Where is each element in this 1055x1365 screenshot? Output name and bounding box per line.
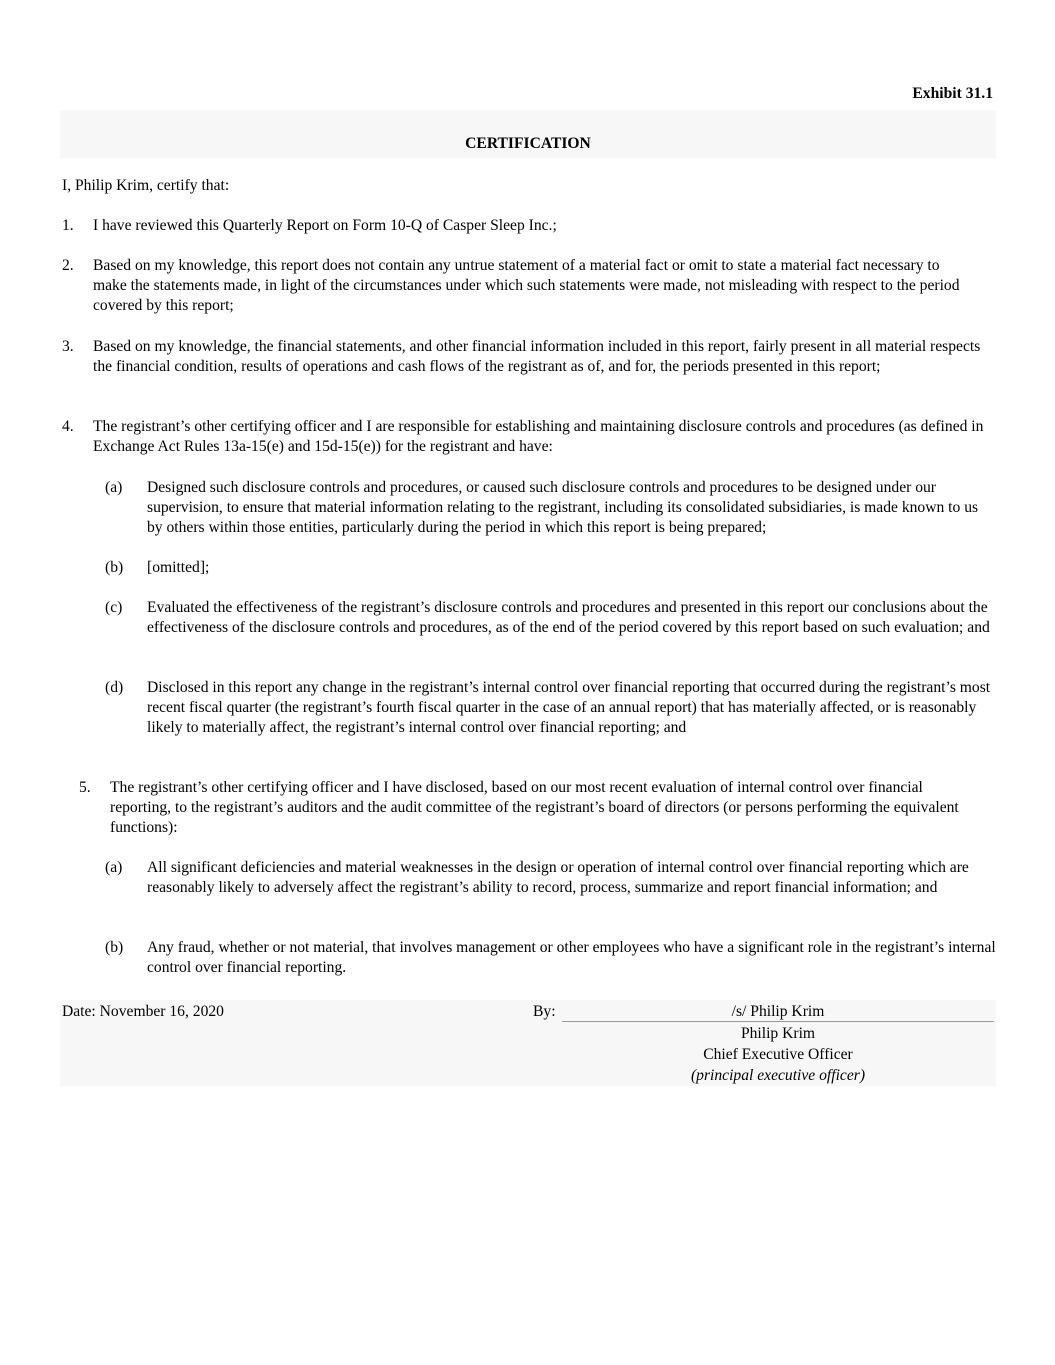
item-text: The registrant’s other certifying officer and I have disclosed, based on our most recent evaluation of internal control over financial reporting, to the registrant’s auditors and the audit committee of the registrant’s board of directors (or persons performing the equivalent functions): — [110, 779, 959, 836]
sub-item-letter: (a) — [105, 479, 123, 496]
signer-name: Philip Krim — [740, 1025, 816, 1042]
sub-item-text: Designed such disclosure controls and procedures, or caused such disclosure controls and procedures to be designed under our supervision, to ensure that material information relating to the registrant, including its consolidated subsidiaries, is made known to us by others within those entities, particularly during the period in which this report is being prepared; — [147, 479, 979, 536]
signature-line: /s/ Philip Krim — [562, 1002, 994, 1022]
signer-title: Chief Executive Officer — [703, 1046, 853, 1063]
item-number: 3. — [62, 338, 74, 355]
document-title: CERTIFICATION — [465, 135, 591, 152]
sub-item-text: Evaluated the effectiveness of the registrant’s disclosure controls and procedures and presented in this report our conclusions about the effectiveness of the disclosure controls and procedures, as of the end of the period covered by this report based on such evaluation; and — [147, 599, 990, 636]
signer-role: (principal executive officer) — [690, 1067, 866, 1084]
sub-item-letter: (b) — [105, 559, 124, 576]
item-text: Based on my knowledge, the financial statements, and other financial information included in this report, fairly present in all material respects the financial condition, results of operations and cash flows of the registrant as of, and for, the periods presented in this report; — [93, 338, 981, 375]
item-number: 4. — [62, 418, 74, 435]
signature-by-label: By: — [533, 1003, 556, 1020]
sub-item-text: All significant deficiencies and material weaknesses in the design or operation of internal control over financial reporting which are reasonably likely to adversely affect the registrant’s ability to record, process, summarize and report financial information; and — [147, 859, 969, 896]
sub-item-letter: (c) — [105, 599, 123, 616]
item-text: The registrant’s other certifying officer and I are responsible for establishing and maintaining disclosure controls and procedures (as defined in Exchange Act Rules 13a-15(e) and 15d-15(e)) for the registrant and have: — [93, 418, 984, 455]
intro-statement: I, Philip Krim, certify that: — [62, 177, 230, 194]
item-number: 2. — [62, 257, 74, 274]
item-text: Based on my knowledge, this report does not contain any untrue statement of a material fact or omit to state a material fact necessary to make the statements made, in light of the circumstances under which such statements were made, not misleading with respect to the period covered by this report; — [93, 257, 960, 314]
sub-item-letter: (d) — [105, 679, 124, 696]
sub-item-text: Any fraud, whether or not material, that involves management or other employees who have a significant role in the registrant’s internal control over financial reporting. — [147, 939, 996, 976]
exhibit-label: Exhibit 31.1 — [912, 85, 993, 102]
sub-item-letter: (a) — [105, 859, 123, 876]
sub-item-letter: (b) — [105, 939, 124, 956]
signature-date: Date: November 16, 2020 — [62, 1003, 224, 1020]
item-number: 1. — [62, 217, 74, 234]
sub-item-text: Disclosed in this report any change in the registrant’s internal control over financial reporting that occurred during the registrant’s most recent fiscal quarter (the registrant’s fourth fiscal quarter in the case of an annual report) that has materially affected, or is reasonably likely to materially affect, the registrant’s internal control over financial reporting; and — [147, 679, 991, 736]
sub-item-text: [omitted]; — [147, 559, 210, 576]
item-text: I have reviewed this Quarterly Report on Form 10-Q of Casper Sleep Inc.; — [93, 217, 557, 234]
item-number: 5. — [79, 779, 91, 796]
